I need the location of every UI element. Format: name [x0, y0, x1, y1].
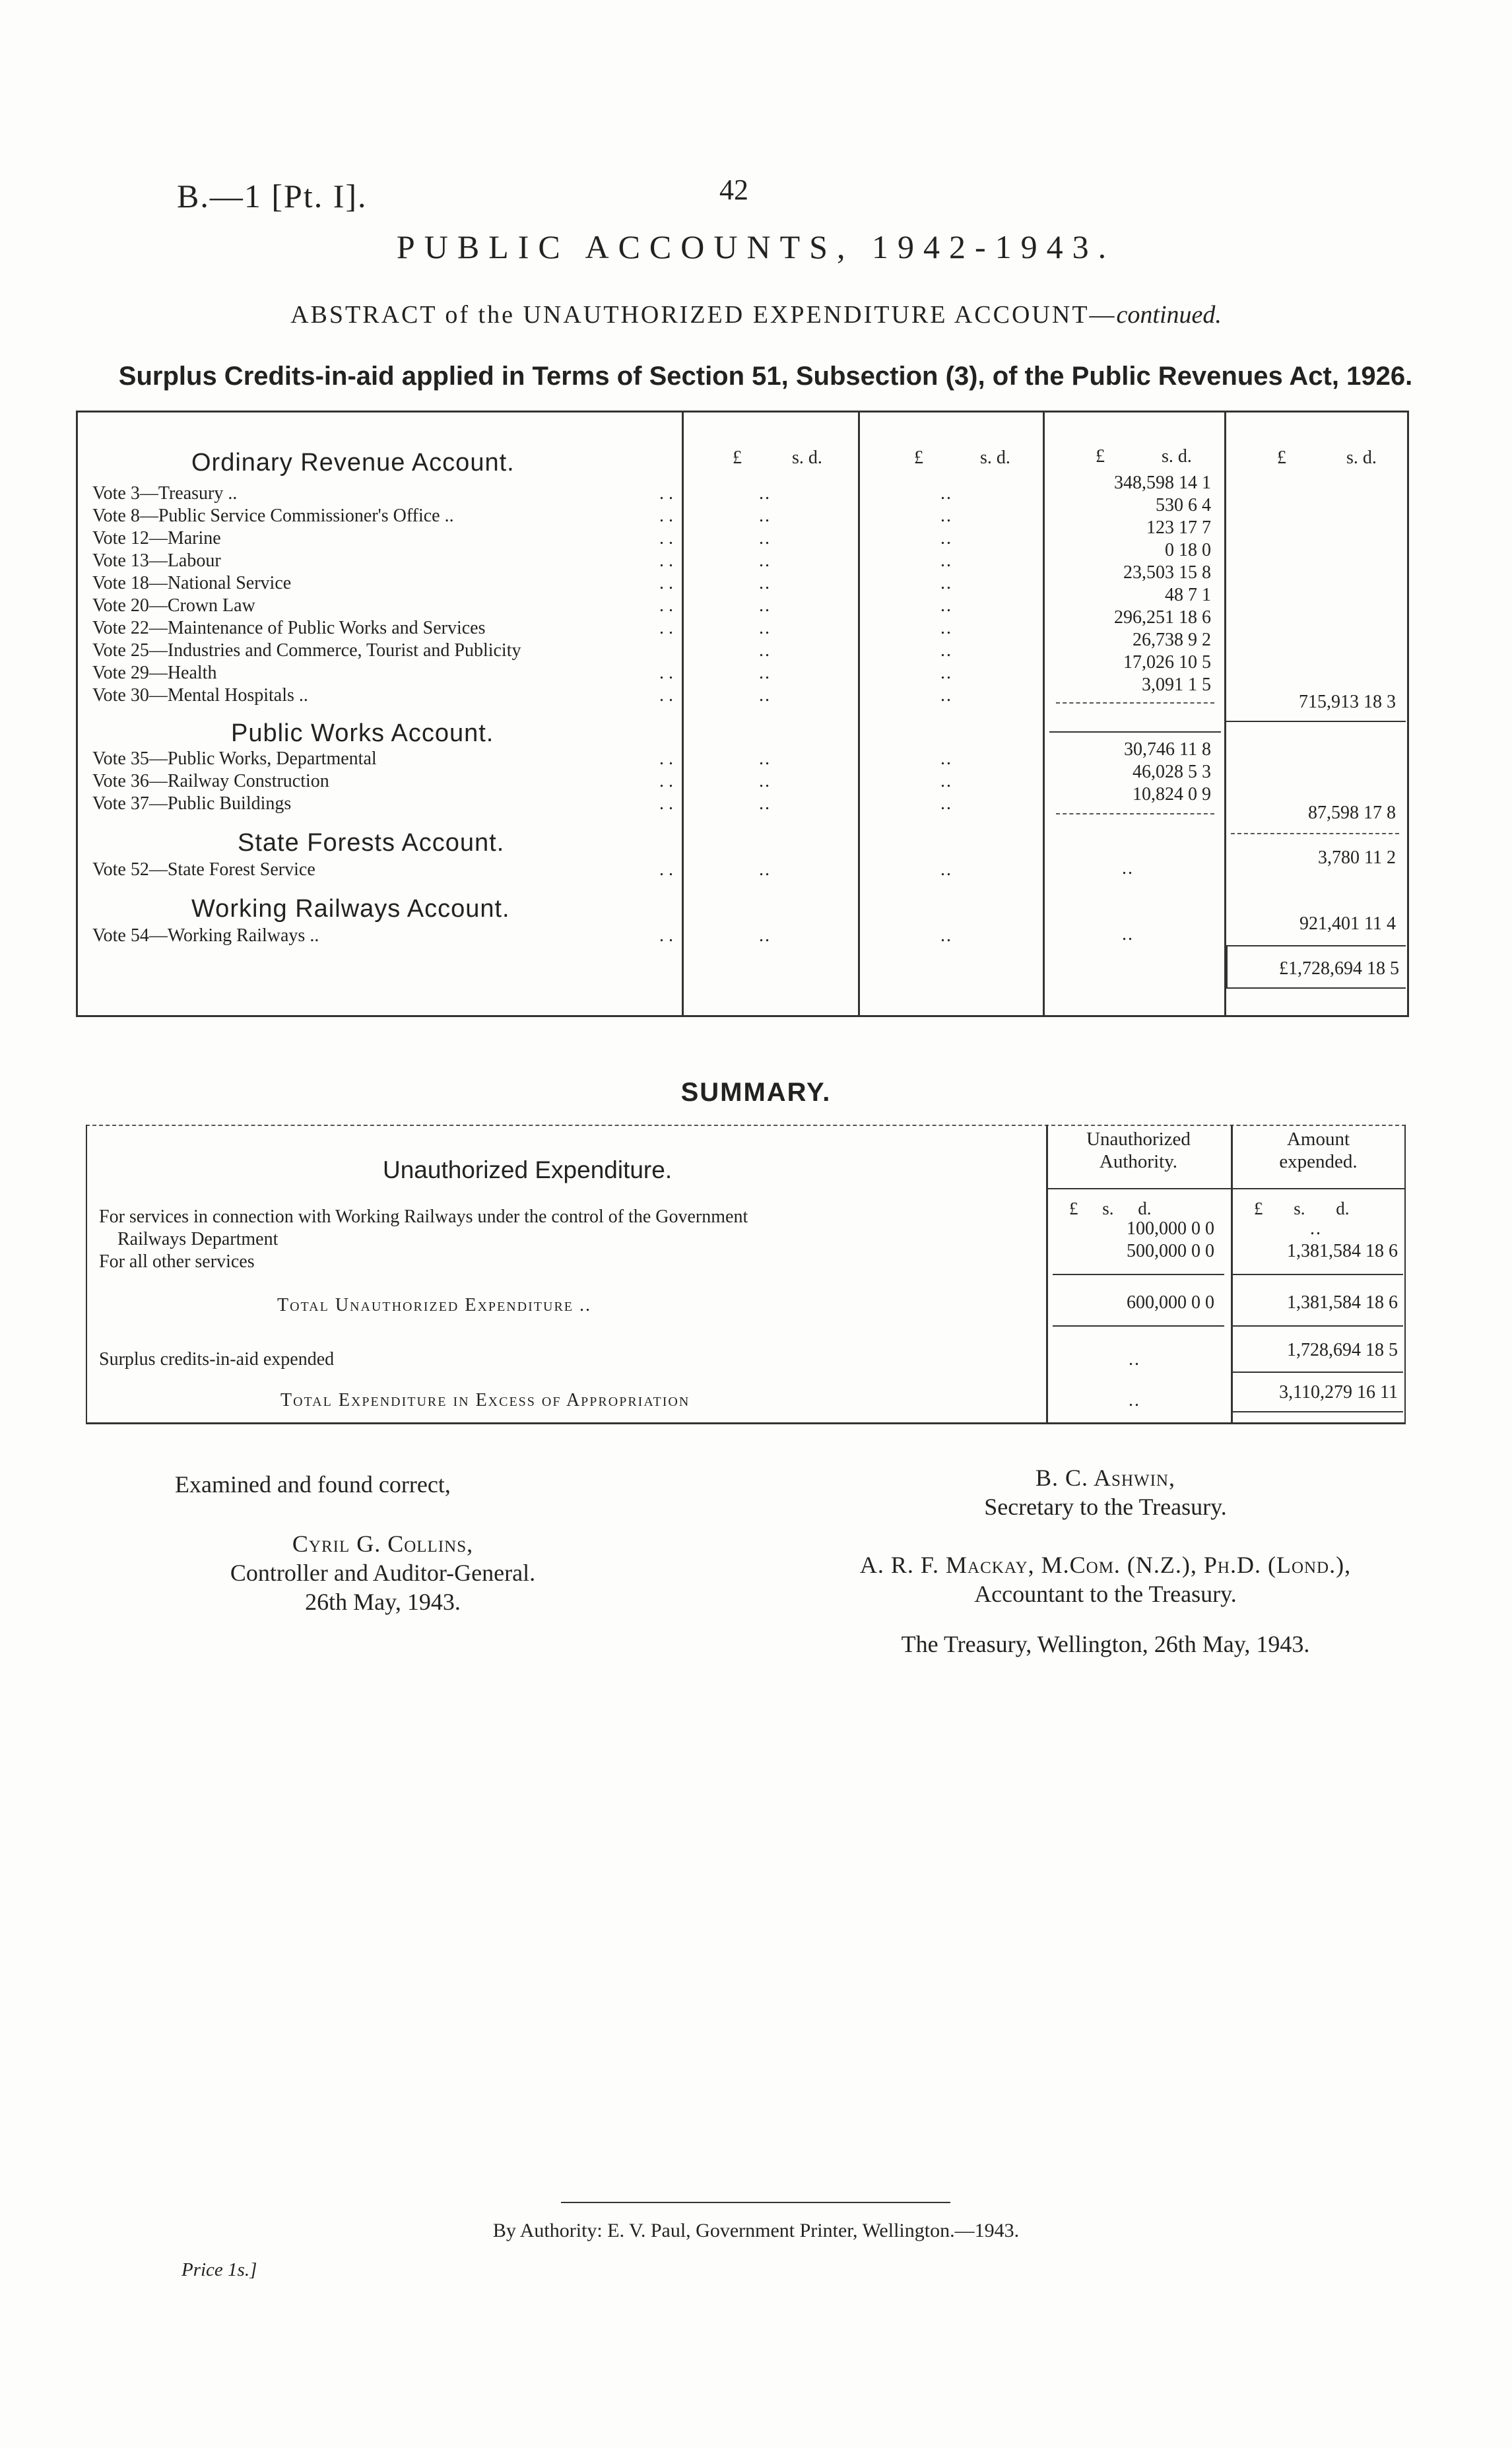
other-authority: 500,000 0 0	[1127, 1241, 1214, 1261]
vote-amount: 530 6 4	[1156, 495, 1211, 515]
surplus-expended: 1,728,694 18 5	[1287, 1340, 1398, 1360]
col-authority-header-line1: Unauthorized	[1086, 1129, 1191, 1150]
page-title: PUBLIC ACCOUNTS, 1942-1943.	[396, 228, 1116, 265]
auditor-name: Cyril G. Collins,	[292, 1531, 474, 1557]
grand-total-rule	[1226, 987, 1406, 989]
empty-cell-dots: ..	[759, 685, 771, 706]
subtitle-continued: continued.	[1116, 301, 1222, 329]
summary-title: SUMMARY.	[680, 1078, 832, 1107]
vote-label: Vote 52—State Forest Service	[92, 859, 315, 880]
printer-authority: By Authority: E. V. Paul, Government Printer, Wellington.—1943.	[492, 2220, 1020, 2241]
grand-total-box-left	[1226, 946, 1228, 989]
empty-cell-dots: ..	[940, 793, 952, 814]
vote-label: Vote 12—Marine	[92, 528, 221, 548]
dot-leader: . .	[655, 550, 673, 572]
col-rule-2	[858, 411, 860, 1016]
subtotal-rule	[1049, 731, 1221, 733]
vote-amount: 0 18 0	[1165, 540, 1211, 560]
price-note: Price 1s.]	[181, 2259, 257, 2280]
table-right-rule	[1407, 411, 1409, 1016]
empty-cell-dots: ..	[759, 859, 771, 880]
dot-leader: . .	[655, 748, 673, 770]
page-number: 42	[719, 174, 748, 206]
empty-cell-dots: ..	[940, 640, 952, 661]
auditor-title: Controller and Auditor-General.	[230, 1560, 536, 1586]
section-total-ordinary: 715,913 18 3	[1299, 692, 1396, 712]
col-rule-4	[1224, 411, 1226, 1016]
accountant-name: A. R. F. Mackay, M.Com. (N.Z.), Ph.D. (Lond.),	[859, 1552, 1352, 1578]
empty-cell-dots: ..	[1122, 858, 1134, 878]
railways-row-label: For services in connection with Working Railways under the control of the Government	[99, 1207, 748, 1227]
table-row	[92, 506, 673, 528]
vote-amount: 46,028 5 3	[1133, 762, 1211, 782]
table-row	[92, 618, 673, 640]
vote-amount: 348,598 14 1	[1114, 473, 1211, 493]
summary-total-rule	[1233, 1325, 1403, 1327]
table-row	[92, 685, 673, 708]
table-row	[92, 483, 673, 506]
vote-label: Vote 37—Public Buildings	[92, 793, 292, 814]
vote-label: Vote 54—Working Railways ..	[92, 925, 319, 946]
vote-amount: 48 7 1	[1165, 585, 1211, 605]
table-row	[92, 925, 673, 948]
vote-amount: 17,026 10 5	[1123, 652, 1211, 673]
empty-cell-dots: ..	[940, 528, 952, 548]
summary-subtotal-rule	[1233, 1274, 1403, 1275]
dot-leader: . .	[655, 771, 673, 792]
table-row	[92, 640, 673, 663]
empty-cell-dots: ..	[940, 771, 952, 791]
total-excess-authority: ..	[1129, 1390, 1140, 1410]
total-unauthorized-label: Total Unauthorized Expenditure ..	[277, 1295, 592, 1315]
section-title-working-railways: Working Railways Account.	[191, 895, 510, 923]
dot-leader: . .	[655, 793, 673, 814]
vote-label: Vote 8—Public Service Commissioner's Office ..	[92, 506, 454, 526]
abstract-subtitle	[0, 300, 1512, 329]
summary-row-header: Unauthorized Expenditure.	[383, 1156, 673, 1183]
table-row	[92, 859, 673, 882]
table-row	[92, 573, 673, 595]
empty-cell-dots: ..	[940, 663, 952, 683]
empty-cell-dots: ..	[940, 748, 952, 769]
dot-leader: . .	[655, 573, 673, 594]
dot-leader: . .	[655, 528, 673, 549]
vote-label: Vote 13—Labour	[92, 550, 221, 571]
total-excess-expended: 3,110,279 16 11	[1279, 1382, 1398, 1403]
table-heading: Surplus Credits-in-aid applied in Terms of Section 51, Subsection (3), of the Public Revenues Act, 1926.	[118, 362, 1413, 391]
section-title-ordinary-revenue: Ordinary Revenue Account.	[191, 449, 515, 477]
summary-right-rule	[1404, 1125, 1406, 1423]
subtotal-rule	[1056, 813, 1214, 814]
railways-row-label-cont: Railways Department	[117, 1229, 279, 1249]
empty-cell-dots: ..	[940, 859, 952, 880]
secretary-name: B. C. Ashwin,	[1035, 1465, 1175, 1491]
summary-bottom-rule	[86, 1422, 1406, 1424]
document-reference: B.—1 [Pt. I].	[177, 178, 368, 215]
empty-cell-dots: ..	[759, 663, 771, 683]
total-rule	[1231, 833, 1399, 834]
summary-left-rule	[86, 1125, 87, 1423]
col4-sd-header: s. d.	[1346, 447, 1377, 468]
total-unauthorized-expended: 1,381,584 18 6	[1287, 1292, 1398, 1313]
vote-label: Vote 29—Health	[92, 663, 217, 683]
authority-currency-header: £ s. d.	[1069, 1199, 1152, 1218]
empty-cell-dots: ..	[940, 573, 952, 593]
col1-sd-header: s. d.	[792, 447, 822, 468]
vote-amount: 123 17 7	[1146, 517, 1211, 538]
empty-cell-dots: ..	[940, 506, 952, 526]
col2-pound-header: £	[914, 447, 923, 468]
empty-cell-dots: ..	[940, 550, 952, 571]
empty-cell-dots: ..	[759, 771, 771, 791]
table-row	[92, 793, 673, 816]
col-authority-header-line2: Authority.	[1099, 1151, 1178, 1172]
treasury-place-date: The Treasury, Wellington, 26th May, 1943.	[901, 1631, 1310, 1657]
vote-label: Vote 22—Maintenance of Public Works and Services	[92, 618, 486, 638]
empty-cell-dots: ..	[759, 506, 771, 526]
empty-cell-dots: ..	[940, 483, 952, 504]
summary-final-rule	[1233, 1372, 1403, 1373]
col1-pound-header: £	[733, 447, 742, 468]
section-total-working-railways: 921,401 11 4	[1299, 913, 1396, 934]
railways-authority: 100,000 0 0	[1127, 1218, 1214, 1239]
col-expended-header-line1: Amount	[1286, 1129, 1350, 1150]
subtitle-main: ABSTRACT of the UNAUTHORIZED EXPENDITURE ACCOUNT—	[290, 301, 1117, 329]
total-unauthorized-authority: 600,000 0 0	[1127, 1292, 1214, 1313]
summary-top-rule	[86, 1125, 1406, 1126]
grand-total: £1,728,694 18 5	[1279, 958, 1399, 979]
empty-cell-dots: ..	[759, 528, 771, 548]
col3-pound-header: £	[1096, 446, 1105, 467]
vote-amount: 30,746 11 8	[1124, 739, 1211, 760]
expended-currency-header: £ s. d.	[1254, 1199, 1350, 1218]
railways-expended: ..	[1310, 1218, 1322, 1239]
examined-statement: Examined and found correct,	[175, 1471, 451, 1498]
summary-double-rule	[1233, 1411, 1403, 1412]
col-rule-3	[1043, 411, 1045, 1016]
surplus-credits-label: Surplus credits-in-aid expended	[99, 1349, 335, 1370]
empty-cell-dots: ..	[940, 595, 952, 616]
table-row	[92, 528, 673, 550]
dot-leader: . .	[655, 925, 673, 946]
surplus-authority: ..	[1129, 1349, 1140, 1370]
vote-label: Vote 25—Industries and Commerce, Tourist and Publicity	[92, 640, 521, 661]
table-row	[92, 550, 673, 573]
table-row	[92, 595, 673, 618]
vote-label: Vote 3—Treasury ..	[92, 483, 238, 504]
vote-label: Vote 35—Public Works, Departmental	[92, 748, 377, 769]
table-bottom-rule	[76, 1015, 1409, 1017]
empty-cell-dots: ..	[759, 925, 771, 946]
empty-cell-dots: ..	[940, 618, 952, 638]
vote-amount: 3,091 1 5	[1142, 675, 1211, 695]
vote-label: Vote 30—Mental Hospitals ..	[92, 685, 308, 706]
section-title-state-forests: State Forests Account.	[238, 829, 505, 857]
dot-leader: . .	[655, 506, 673, 527]
dot-leader: . .	[655, 685, 673, 706]
dot-leader: . .	[655, 483, 673, 504]
section-total-public-works: 87,598 17 8	[1308, 803, 1396, 823]
table-row	[92, 771, 673, 793]
other-expended: 1,381,584 18 6	[1287, 1241, 1398, 1261]
dot-leader: . .	[655, 618, 673, 639]
vote-label: Vote 18—National Service	[92, 573, 292, 593]
empty-cell-dots: ..	[940, 925, 952, 946]
vote-label: Vote 20—Crown Law	[92, 595, 255, 616]
empty-cell-dots: ..	[759, 573, 771, 593]
summary-col-rule-1	[1046, 1125, 1048, 1423]
vote-label: Vote 36—Railway Construction	[92, 771, 329, 791]
subtotal-rule	[1056, 702, 1214, 704]
table-top-rule	[76, 411, 1409, 413]
vote-amount: 26,738 9 2	[1133, 630, 1211, 650]
secretary-title: Secretary to the Treasury.	[984, 1494, 1227, 1520]
total-rule	[1226, 945, 1406, 946]
dot-leader: . .	[655, 663, 673, 684]
dot-leader: . .	[655, 859, 673, 880]
section-total-state-forests: 3,780 11 2	[1318, 847, 1396, 868]
dot-leader: . .	[655, 595, 673, 616]
vote-amount: 10,824 0 9	[1133, 784, 1211, 805]
col4-pound-header: £	[1277, 447, 1286, 468]
empty-cell-dots: ..	[759, 550, 771, 571]
empty-cell-dots: ..	[940, 685, 952, 706]
empty-cell-dots: ..	[759, 618, 771, 638]
vote-amount: 296,251 18 6	[1114, 607, 1211, 628]
col3-sd-header: s. d.	[1162, 446, 1192, 467]
other-services-label: For all other services	[99, 1251, 255, 1272]
summary-subtotal-rule	[1053, 1274, 1224, 1275]
empty-cell-dots: ..	[759, 595, 771, 616]
col-rule-1	[682, 411, 684, 1016]
empty-cell-dots: ..	[1122, 924, 1134, 944]
total-rule	[1226, 721, 1406, 722]
empty-cell-dots: ..	[759, 483, 771, 504]
footer-rule	[561, 2202, 950, 2203]
table-row	[92, 663, 673, 685]
summary-header-rule	[1046, 1188, 1404, 1189]
vote-amount: 23,503 15 8	[1123, 562, 1211, 583]
table-left-rule	[76, 411, 78, 1016]
accountant-title: Accountant to the Treasury.	[974, 1581, 1237, 1607]
empty-cell-dots: ..	[759, 793, 771, 814]
empty-cell-dots: ..	[759, 640, 771, 661]
total-excess-label: Total Expenditure in Excess of Appropriation	[280, 1390, 690, 1410]
section-title-public-works: Public Works Account.	[231, 719, 494, 747]
summary-total-rule	[1053, 1325, 1224, 1327]
col-expended-header-line2: expended.	[1279, 1151, 1358, 1172]
col2-sd-header: s. d.	[980, 447, 1010, 468]
empty-cell-dots: ..	[759, 748, 771, 769]
table-row	[92, 748, 673, 771]
auditor-date: 26th May, 1943.	[305, 1589, 461, 1615]
